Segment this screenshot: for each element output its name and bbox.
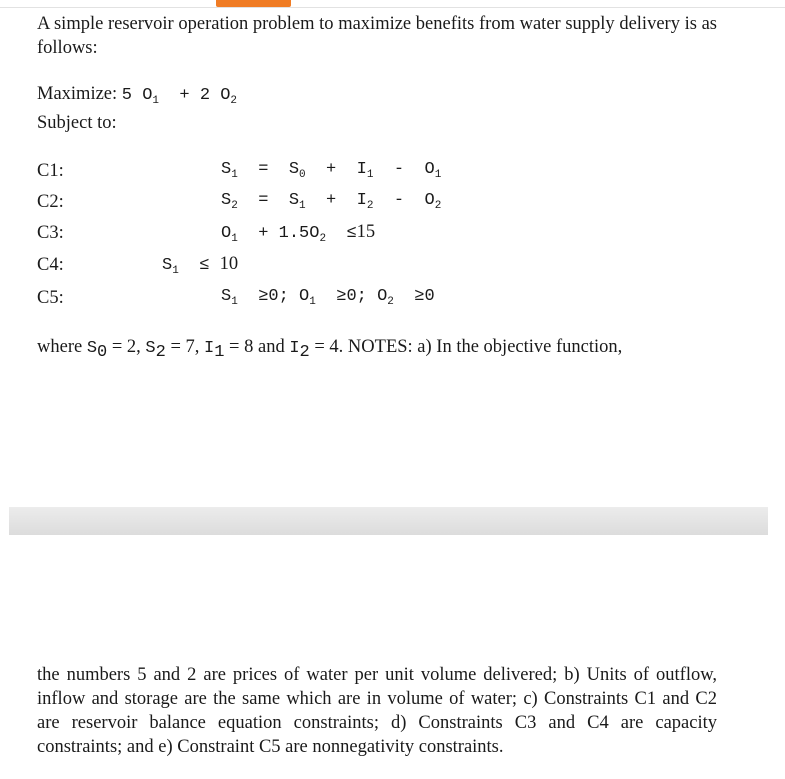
section-divider-bar [9,507,768,535]
constraint-c5-equation: $S_1 \ge 0$; $O_1 \ge 0$; $O_2 \ge 0$ [221,287,435,308]
constraint-c4-equation: $S_1 \le 10$ [162,254,239,277]
objective-line [37,84,237,105]
subject-to-label: Subject to: [37,113,117,133]
intro-paragraph: A simple reservoir operation problem to maximize benefits from water supply delivery is as follows: [37,14,717,58]
constraint-label: C2: [37,192,64,212]
notes-paragraph: the numbers 5 and 2 are prices of water per unit volume delivered; b) Units of outflow, inflow and storage are the same which are in volume of water; c) Constraints C1 and C2 are reservoir balance equation constraints; d) Constraints C3 and C4 are capacity constraints; and e) Constraint C5 are nonnegativity constraints. [37,665,717,757]
constraint-label: C1: [37,161,64,181]
top-divider [0,7,785,8]
constraint-c1-equation: $S_1 = S_0 + I_1 - O_1$ [221,160,442,181]
constraint-c3-equation: $O_1 + 1.5O_2 \le 15$ [221,222,376,245]
where-line: where $S_0 = 2$, $S_2 = 7$, $I_1 = 8$ and $I_2 = 4$. NOTES: a) In the objective function, [37,337,623,362]
constraint-c2-equation: $S_2 = S_1 + I_2 - O_2$ [221,191,442,212]
constraint-label: C4: [37,255,64,275]
objective-label: Maximize: [37,84,118,104]
objective-expression: 5 $O_1 + 2$ $O_2$ [121,86,238,107]
constraint-label: C5: [37,288,64,308]
constraint-label: C3: [37,223,64,243]
top-tab-indicator [216,0,291,7]
